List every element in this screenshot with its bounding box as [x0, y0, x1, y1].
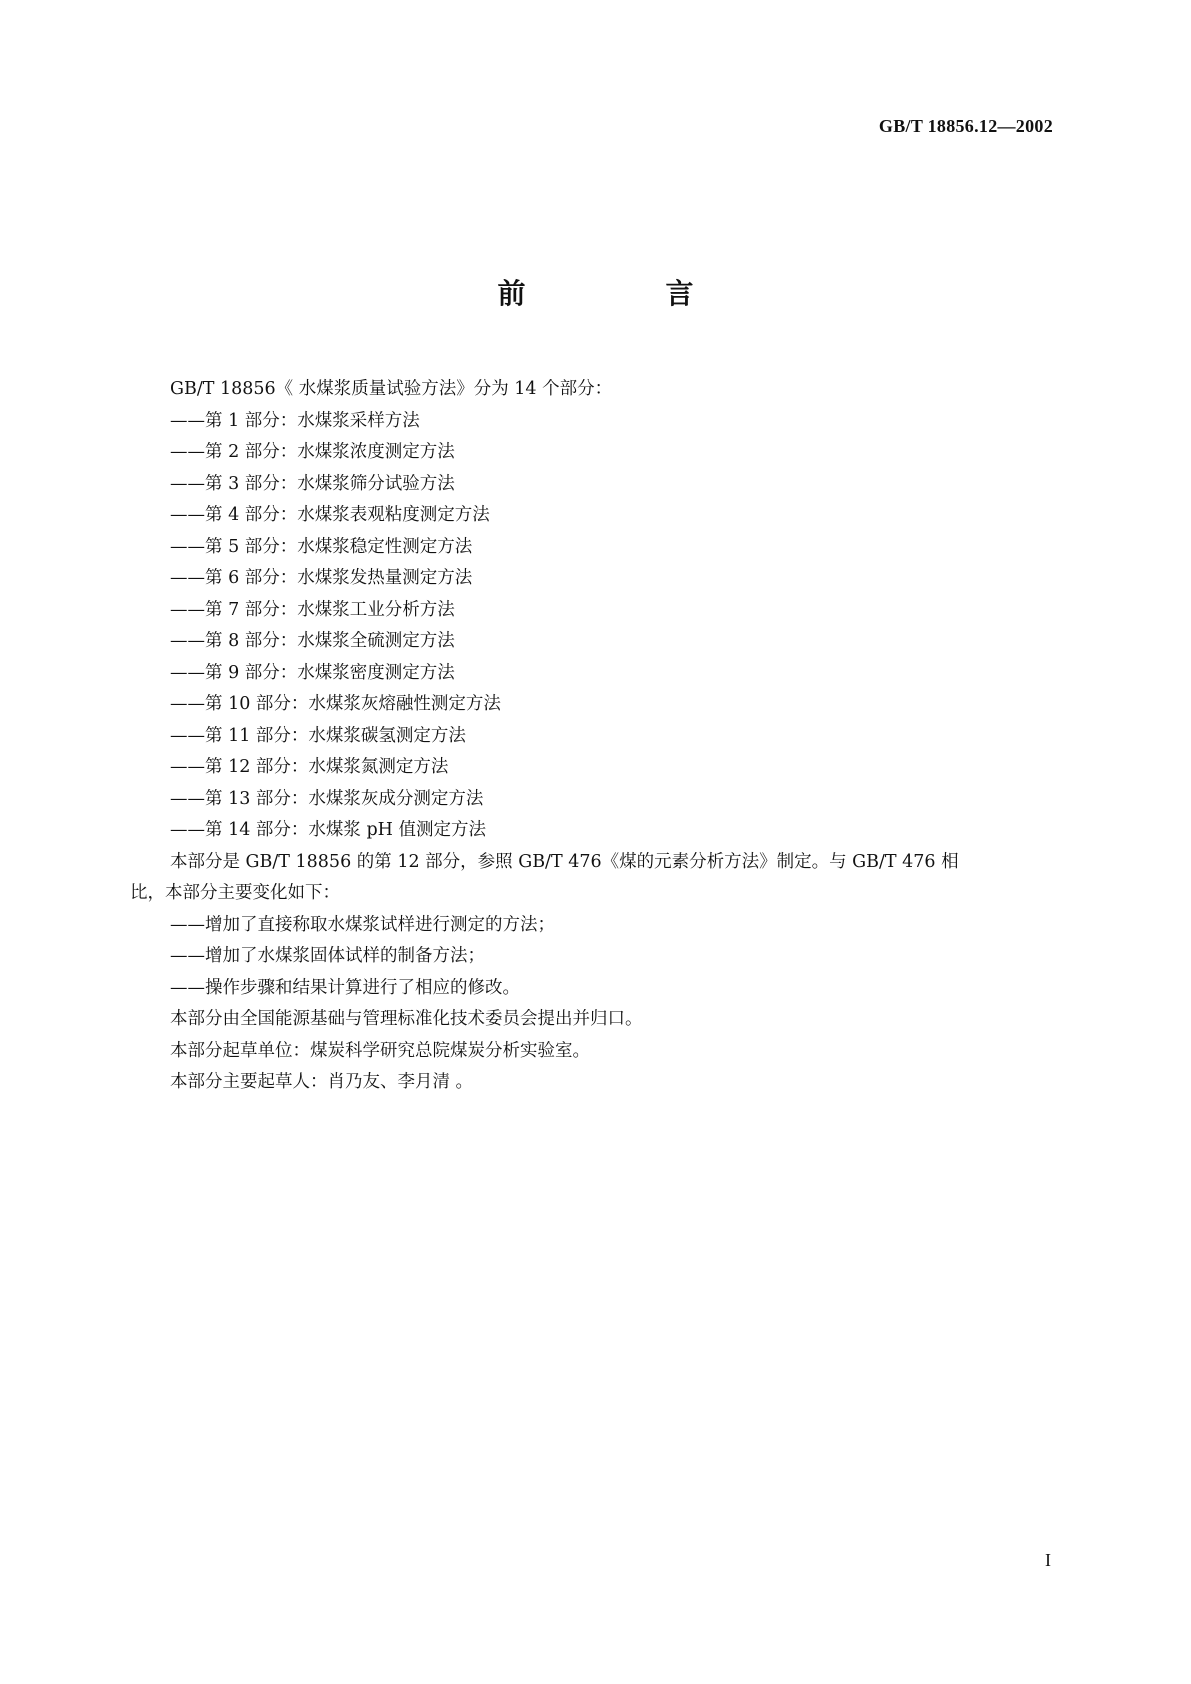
foreword-body [130, 374, 1070, 1099]
relation-paragraph-line1: 本部分是 GB/T 18856 的第 12 部分，参照 GB/T 476《煤的元素分析方法》制定。与 GB/T 476 相 [170, 851, 959, 872]
standard-code: GB/T 18856.12—2002 [878, 116, 1053, 136]
list-item: ——第 3 部分：水煤浆筛分试验方法 [170, 473, 455, 494]
list-item: ——第 10 部分：水煤浆灰熔融性测定方法 [170, 694, 501, 714]
intro-paragraph: GB/T 18856《 水煤浆质量试验方法》分为 14 个部分： [170, 379, 613, 399]
list-item: ——第 8 部分：水煤浆全硫测定方法 [170, 631, 455, 651]
list-item: ——第 4 部分：水煤浆表观粘度测定方法 [170, 505, 490, 525]
drafting-unit-paragraph: 本部分起草单位：煤炭科学研究总院煤炭分析实验室。 [170, 1040, 590, 1061]
list-item: ——第 7 部分：水煤浆工业分析方法 [170, 599, 455, 620]
change-item: ——增加了水煤浆固体试样的制备方法； [170, 946, 485, 966]
page-number: I [1045, 1550, 1051, 1570]
list-item: ——第 14 部分：水煤浆 pH 值测定方法 [170, 820, 486, 840]
list-item: ——第 2 部分：水煤浆浓度测定方法 [170, 442, 455, 462]
list-item: ——第 11 部分：水煤浆碳氢测定方法 [170, 725, 466, 746]
list-item: ——第 9 部分：水煤浆密度测定方法 [170, 662, 455, 683]
list-item: ——第 13 部分：水煤浆灰成分测定方法 [170, 788, 484, 809]
change-item: ——增加了直接称取水煤浆试样进行测定的方法； [170, 914, 555, 935]
page-title: 前 言 [497, 277, 750, 310]
list-item: ——第 5 部分：水煤浆稳定性测定方法 [170, 536, 473, 557]
list-item: ——第 1 部分：水煤浆采样方法 [170, 410, 420, 431]
committee-paragraph: 本部分由全国能源基础与管理标准化技术委员会提出并归口。 [170, 1009, 643, 1029]
drafters-paragraph: 本部分主要起草人：肖乃友、李月清 。 [170, 1072, 474, 1092]
change-item: ——操作步骤和结果计算进行了相应的修改。 [170, 977, 520, 998]
relation-paragraph-line2: 比，本部分主要变化如下： [130, 883, 340, 903]
list-item: ——第 12 部分：水煤浆氮测定方法 [170, 757, 449, 777]
list-item: ——第 6 部分：水煤浆发热量测定方法 [170, 568, 473, 588]
